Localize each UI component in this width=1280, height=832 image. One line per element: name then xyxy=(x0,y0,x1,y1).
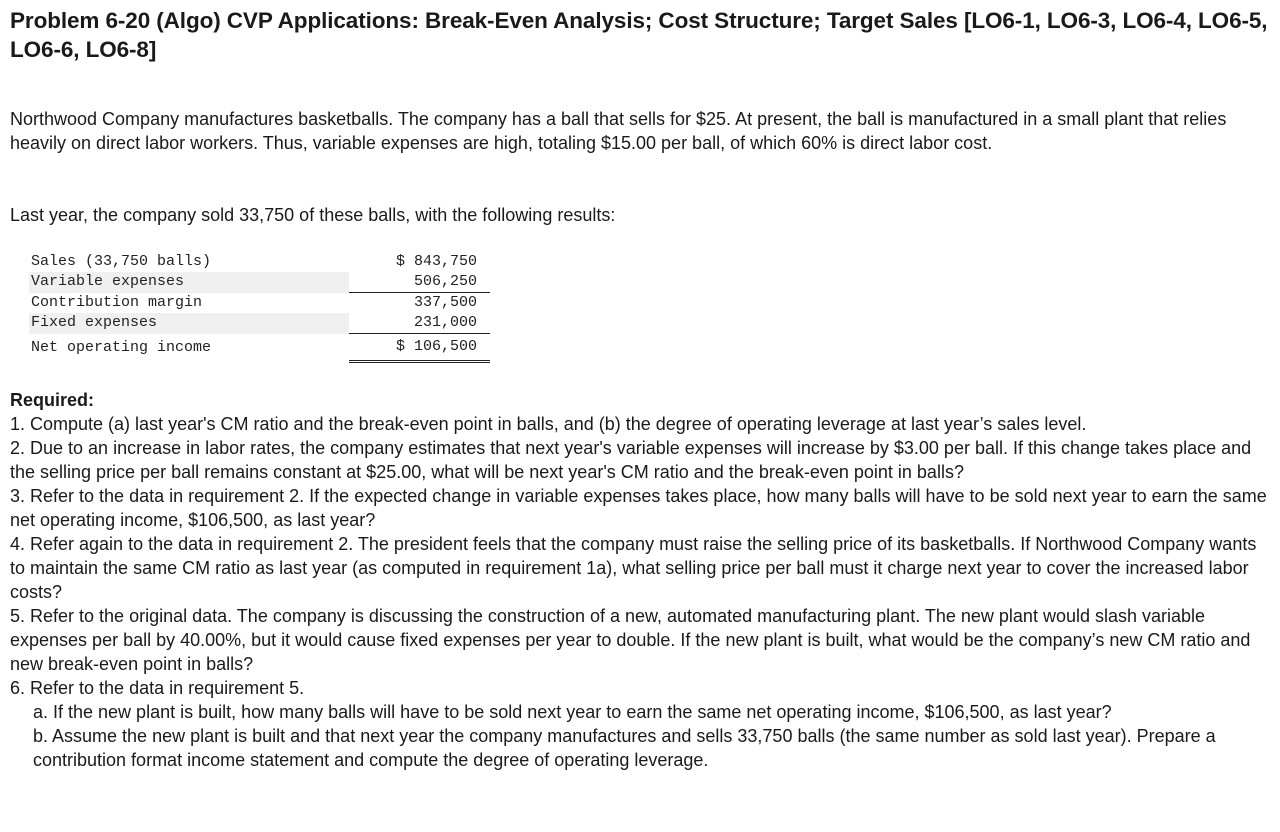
requirement-5: 5. Refer to the original data. The company is discussing the construction of a new, automated manufacturing plant. The new plant would slash variable expenses per ball by 40.00%, but it would cause fixed expenses per year to double. If the new plant is built, what would be the company’s new CM ratio and new break-even point in balls? xyxy=(10,606,1251,674)
problem-page xyxy=(10,0,1272,770)
income-statement-table xyxy=(29,252,490,363)
requirement-3: 3. Refer to the data in requirement 2. If the expected change in variable expenses takes place, how many balls will have to be sold next year to earn the same net operating income, $106,500, as last year? xyxy=(10,486,1267,530)
requirement-6: 6. Refer to the data in requirement 5. xyxy=(10,678,305,698)
row-value-sales: $ 843,750 xyxy=(395,253,477,270)
row-label-net-operating-income: Net operating income xyxy=(31,338,212,356)
requirement-1: 1. Compute (a) last year's CM ratio and the break-even point in balls, and (b) the degree of operating leverage at last year’s sales level. xyxy=(10,414,1087,434)
row-label-contribution-margin: Contribution margin xyxy=(31,293,203,311)
table-row xyxy=(29,272,490,293)
last-year-paragraph: Last year, the company sold 33,750 of these balls, with the following results: xyxy=(10,205,616,225)
requirement-6a: a. If the new plant is built, how many balls will have to be sold next year to earn the same net operating income, $106,500, as last year? xyxy=(33,702,1112,722)
table-row xyxy=(29,334,490,362)
requirement-2: 2. Due to an increase in labor rates, the company estimates that next year's variable expenses will increase by $3.00 per ball. If this change takes place and the selling price per ball remains constant at $25.00, what will be next year's CM ratio and the break-even point in balls? xyxy=(10,438,1252,482)
row-label-fixed-expenses: Fixed expenses xyxy=(29,313,349,334)
row-value-contribution-margin: 337,500 xyxy=(413,294,477,311)
requirement-4: 4. Refer again to the data in requirement 2. The president feels that the company must raise the selling price of its basketballs. If Northwood Company wants to maintain the same CM ratio as last year (as computed in requirement 1a), what selling price per ball must it charge next year to cover the increased labor costs? xyxy=(10,534,1257,602)
row-value-net-operating-income: $ 106,500 xyxy=(349,334,490,362)
row-label-variable-expenses: Variable expenses xyxy=(29,272,349,293)
problem-title: Problem 6-20 (Algo) CVP Applications: Break-Even Analysis; Cost Structure; Target Sales [LO6-1, LO6-3, LO6-4, LO6-5, LO6-6, LO6-8] xyxy=(10,8,1268,62)
table-row xyxy=(29,293,490,314)
table-row xyxy=(29,313,490,334)
required-section xyxy=(10,388,1272,772)
row-value-variable-expenses: 506,250 xyxy=(349,272,490,293)
required-heading: Required: xyxy=(10,390,95,410)
row-label-sales: Sales (33,750 balls) xyxy=(31,253,212,270)
intro-paragraph: Northwood Company manufactures basketballs. The company has a ball that sells for $25. At present, the ball is manufactured in a small plant that relies heavily on direct labor workers. Thus, variable expenses are high, totaling $15.00 per ball, of which 60% is direct labor cost. xyxy=(10,109,1227,153)
requirement-6b: b. Assume the new plant is built and that next year the company manufactures and sells 33,750 balls (the same number as sold last year). Prepare a contribution format income statement and compute the degree of operating leverage. xyxy=(33,726,1216,770)
table-row xyxy=(29,252,490,272)
row-value-fixed-expenses: 231,000 xyxy=(349,313,490,334)
